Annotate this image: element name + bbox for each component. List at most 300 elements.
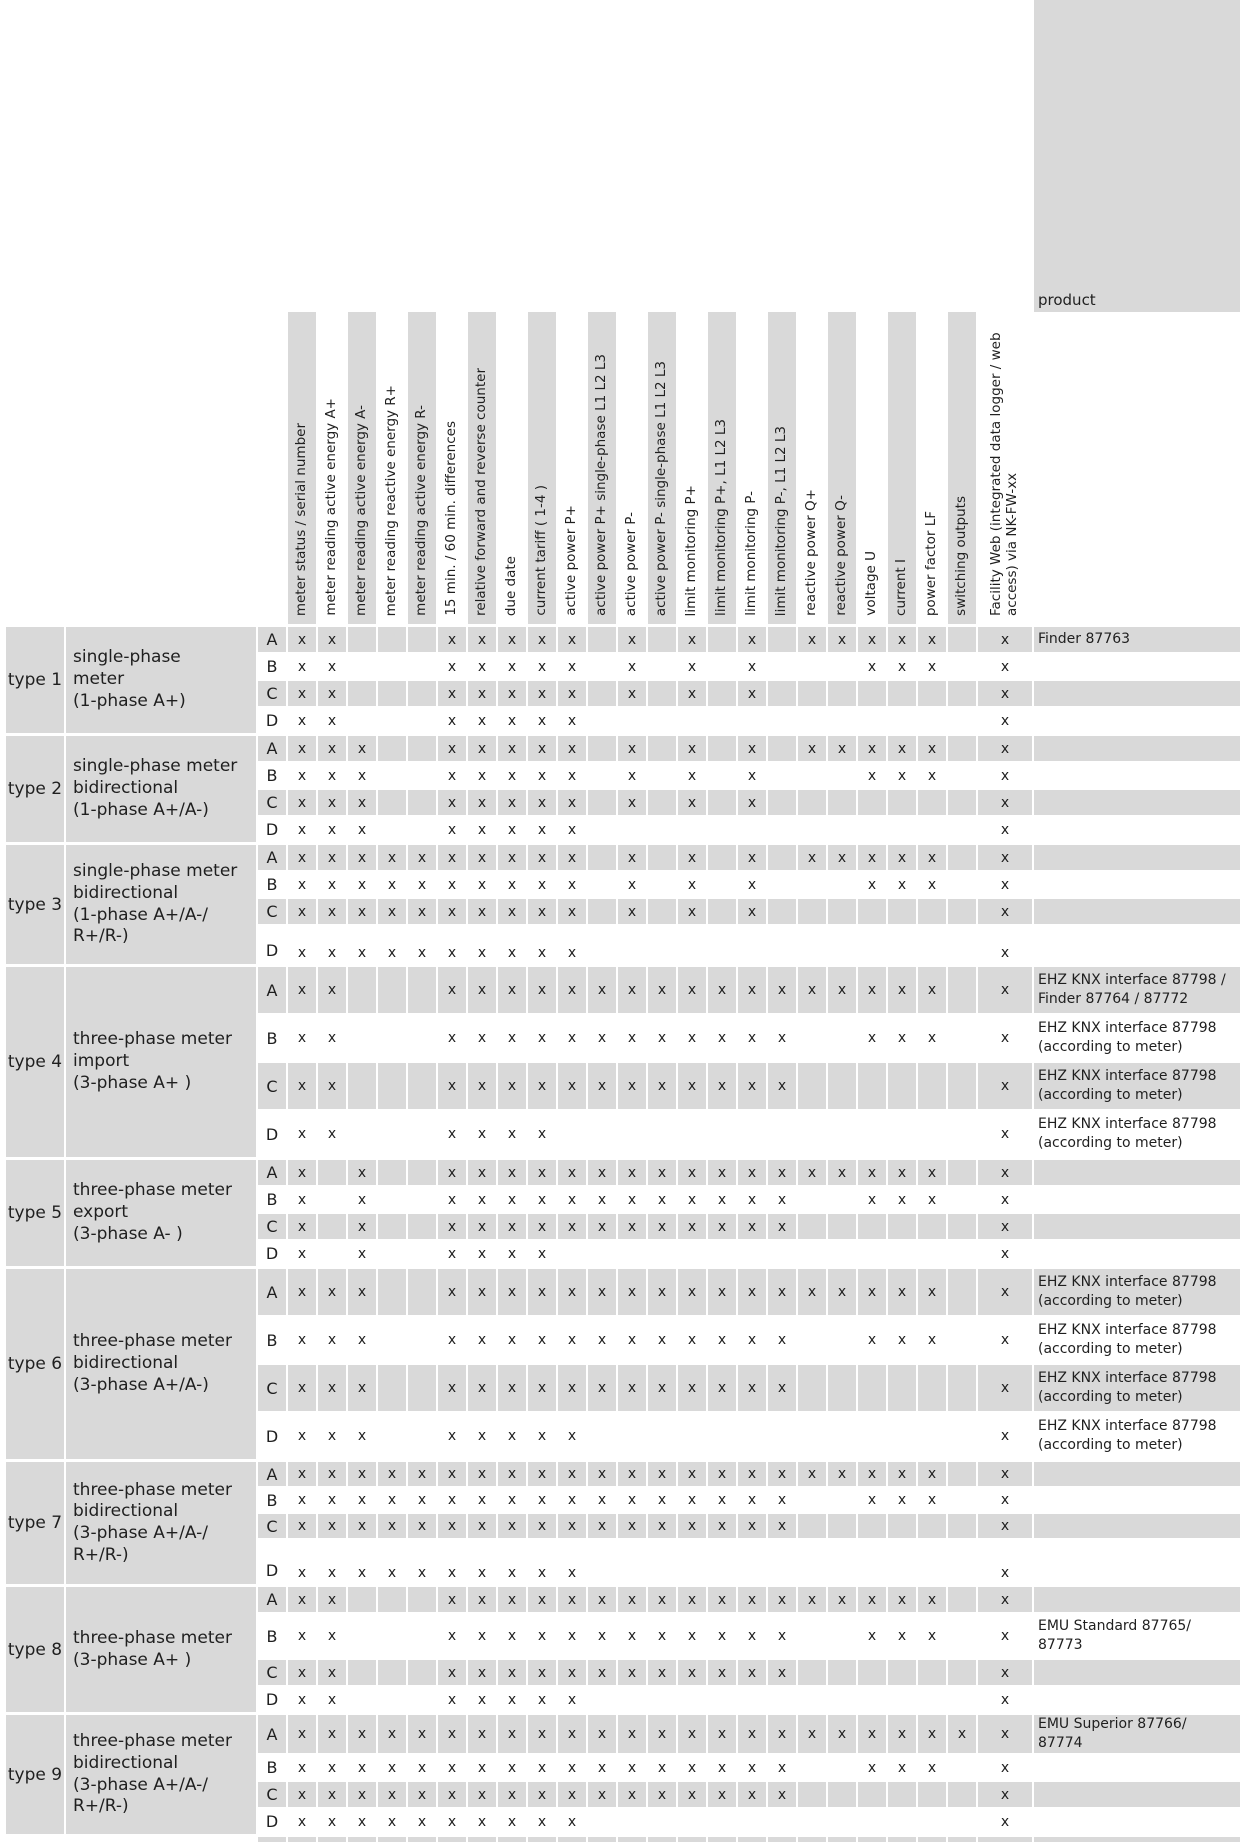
feature-mark-cell — [468, 1715, 496, 1753]
type-description — [66, 1269, 256, 1459]
feature-mark-cell — [558, 736, 586, 761]
feature-mark-cell — [588, 1514, 616, 1538]
feature-mark-cell — [828, 1755, 856, 1780]
feature-mark: x — [297, 1492, 307, 1508]
product-cell — [1034, 1715, 1240, 1753]
feature-mark-cell — [768, 1782, 796, 1807]
feature-mark: x — [927, 1332, 937, 1348]
feature-mark: x — [717, 1164, 727, 1181]
feature-mark-cell — [918, 1687, 946, 1712]
feature-mark: x — [837, 1284, 847, 1300]
feature-mark: x — [567, 1664, 577, 1681]
feature-mark-cell — [828, 1488, 856, 1512]
product-cell — [1034, 817, 1240, 842]
feature-mark-cell — [768, 763, 796, 788]
feature-mark: x — [747, 740, 757, 757]
feature-mark: x — [477, 740, 487, 757]
feature-mark: x — [477, 1030, 487, 1046]
feature-mark: x — [537, 1218, 547, 1235]
feature-mark-cell — [828, 1317, 856, 1363]
feature-mark: x — [537, 1332, 547, 1348]
feature-mark-cell — [858, 763, 886, 788]
feature-mark-cell — [918, 1413, 946, 1459]
feature-mark: x — [687, 1786, 697, 1803]
feature-mark: x — [327, 1078, 337, 1094]
feature-mark-cell — [798, 1614, 826, 1658]
cutoff-cell — [798, 1837, 826, 1842]
feature-mark-cell — [558, 654, 586, 679]
product-cell — [1034, 1111, 1240, 1157]
column-header-label: current I — [893, 559, 910, 616]
feature-mark: x — [687, 1591, 697, 1608]
feature-mark-cell — [948, 790, 976, 815]
type-label: type 1 — [6, 627, 64, 733]
feature-mark: x — [807, 740, 817, 757]
feature-mark: x — [327, 1565, 337, 1581]
feature-mark-cell — [828, 817, 856, 842]
feature-mark-cell — [708, 1241, 736, 1266]
feature-mark-cell — [678, 1015, 706, 1061]
feature-mark-cell — [408, 845, 436, 870]
feature-mark: x — [1000, 1518, 1010, 1534]
feature-mark-cell — [678, 681, 706, 706]
type-description — [66, 967, 256, 1157]
cutoff-cell — [378, 1837, 406, 1842]
feature-mark-cell — [348, 708, 376, 733]
feature-mark-cell — [948, 1587, 976, 1612]
feature-mark-cell — [468, 1614, 496, 1658]
feature-mark-cell — [288, 926, 316, 964]
feature-mark-cell — [378, 654, 406, 679]
feature-mark-cell — [648, 1687, 676, 1712]
feature-mark-cell — [318, 1660, 346, 1685]
feature-mark-cell — [348, 845, 376, 870]
feature-mark: x — [567, 712, 577, 729]
feature-mark: x — [1000, 685, 1010, 702]
feature-mark: x — [867, 1726, 877, 1742]
feature-mark: x — [627, 903, 637, 920]
feature-mark-cell — [348, 654, 376, 679]
feature-mark-cell — [738, 845, 766, 870]
feature-mark: x — [567, 1218, 577, 1235]
feature-mark: x — [687, 1466, 697, 1482]
feature-mark-cell — [978, 790, 1032, 815]
feature-mark-cell — [798, 1514, 826, 1538]
feature-mark: x — [297, 1786, 307, 1803]
feature-mark: x — [627, 767, 637, 784]
product-cell — [1034, 1587, 1240, 1612]
feature-mark: x — [477, 1591, 487, 1608]
feature-mark: x — [1000, 849, 1010, 866]
feature-mark-cell — [468, 1269, 496, 1315]
feature-mark-cell — [648, 1241, 676, 1266]
feature-mark: x — [657, 1786, 667, 1803]
feature-mark-cell — [678, 790, 706, 815]
feature-mark: x — [837, 1164, 847, 1181]
feature-mark-cell — [468, 1317, 496, 1363]
feature-mark: x — [717, 1628, 727, 1644]
feature-mark-cell — [768, 1514, 796, 1538]
feature-mark-cell — [858, 1317, 886, 1363]
feature-mark-cell — [498, 790, 526, 815]
feature-mark-cell — [348, 1488, 376, 1512]
feature-mark: x — [927, 1726, 937, 1742]
feature-mark-cell — [588, 1488, 616, 1512]
feature-mark: x — [687, 1191, 697, 1208]
feature-mark: x — [447, 685, 457, 702]
feature-mark-cell — [708, 681, 736, 706]
feature-mark-cell — [468, 845, 496, 870]
feature-mark-cell — [708, 1462, 736, 1486]
feature-mark-cell — [918, 790, 946, 815]
feature-mark: x — [1000, 1628, 1010, 1644]
feature-mark: x — [507, 1786, 517, 1803]
feature-mark: x — [327, 849, 337, 866]
feature-mark-cell — [318, 926, 346, 964]
feature-mark-cell — [978, 708, 1032, 733]
feature-mark-cell — [588, 1587, 616, 1612]
feature-mark-cell — [408, 967, 436, 1013]
feature-mark-cell — [858, 926, 886, 964]
feature-mark: x — [507, 1218, 517, 1235]
feature-mark: x — [657, 1628, 667, 1644]
feature-mark-cell — [348, 736, 376, 761]
feature-mark: x — [1000, 631, 1010, 648]
feature-mark-cell — [948, 763, 976, 788]
feature-mark: x — [777, 1786, 787, 1803]
feature-mark-cell — [828, 1365, 856, 1411]
feature-mark-cell — [678, 1687, 706, 1712]
cutoff-cell — [588, 1837, 616, 1842]
feature-mark-cell — [888, 1755, 916, 1780]
variant-letter: C — [258, 1782, 286, 1807]
feature-mark: x — [327, 821, 337, 838]
feature-mark-cell — [468, 1809, 496, 1834]
feature-mark-cell — [558, 1660, 586, 1685]
feature-mark: x — [477, 1813, 487, 1830]
feature-mark-cell — [678, 1540, 706, 1584]
feature-mark-cell — [708, 1614, 736, 1658]
feature-mark: x — [327, 1664, 337, 1681]
feature-mark-cell — [408, 708, 436, 733]
feature-mark-cell — [798, 1587, 826, 1612]
feature-mark: x — [537, 1691, 547, 1708]
feature-mark: x — [777, 1466, 787, 1482]
feature-mark: x — [327, 631, 337, 648]
feature-mark: x — [1000, 1191, 1010, 1208]
feature-mark-cell — [888, 790, 916, 815]
feature-mark-cell — [348, 1687, 376, 1712]
feature-mark: x — [537, 903, 547, 920]
feature-mark-cell — [738, 736, 766, 761]
feature-mark-cell — [888, 1540, 916, 1584]
feature-mark-cell — [618, 1514, 646, 1538]
feature-mark-cell — [588, 1365, 616, 1411]
feature-mark: x — [357, 1518, 367, 1534]
feature-mark-cell — [888, 763, 916, 788]
feature-mark: x — [1000, 1428, 1010, 1444]
feature-mark: x — [597, 1078, 607, 1094]
feature-mark: x — [687, 1218, 697, 1235]
cutoff-cell — [288, 1837, 316, 1842]
feature-mark-cell — [798, 1187, 826, 1212]
column-header — [528, 312, 556, 624]
feature-mark-cell — [468, 1413, 496, 1459]
product-name: EHZ KNX interface 87798 (according to meter) — [1038, 1370, 1217, 1405]
feature-mark: x — [687, 1492, 697, 1508]
feature-mark-cell — [738, 1614, 766, 1658]
type-label: type 6 — [6, 1269, 64, 1459]
feature-mark-cell — [408, 1715, 436, 1753]
feature-mark: x — [327, 1030, 337, 1046]
feature-mark-cell — [588, 1187, 616, 1212]
feature-mark: x — [717, 1332, 727, 1348]
feature-mark-cell — [468, 967, 496, 1013]
feature-mark: x — [297, 821, 307, 838]
feature-mark-cell — [918, 845, 946, 870]
feature-mark-cell — [498, 872, 526, 897]
variant-letter: D — [265, 820, 279, 839]
column-header — [828, 312, 856, 624]
feature-mark-cell — [378, 926, 406, 964]
feature-mark: x — [747, 903, 757, 920]
feature-mark-cell — [888, 1614, 916, 1658]
feature-mark: x — [447, 1786, 457, 1803]
type-description — [66, 1160, 256, 1266]
feature-mark: x — [477, 712, 487, 729]
feature-mark-cell — [738, 1687, 766, 1712]
feature-mark: x — [927, 1030, 937, 1046]
feature-mark: x — [297, 1245, 307, 1262]
feature-mark-cell — [918, 1755, 946, 1780]
feature-mark-cell — [618, 967, 646, 1013]
feature-mark-cell — [978, 1614, 1032, 1658]
feature-mark-cell — [858, 1488, 886, 1512]
feature-mark: x — [627, 1164, 637, 1181]
feature-mark: x — [507, 1591, 517, 1608]
feature-mark-cell — [468, 627, 496, 652]
product-cell — [1034, 845, 1240, 870]
product-name: EHZ KNX interface 87798 / Finder 87764 / 87772 — [1038, 972, 1226, 1007]
feature-mark: x — [507, 1628, 517, 1644]
cutoff-cell — [768, 1837, 796, 1842]
feature-mark: x — [837, 740, 847, 757]
feature-mark: x — [417, 1813, 427, 1830]
feature-mark-cell — [408, 790, 436, 815]
feature-mark-cell — [588, 1111, 616, 1157]
feature-mark: x — [897, 1030, 907, 1046]
feature-mark: x — [447, 740, 457, 757]
feature-mark-cell — [558, 1063, 586, 1109]
feature-mark-cell — [318, 654, 346, 679]
feature-mark-cell — [738, 1214, 766, 1239]
feature-mark-cell — [888, 817, 916, 842]
feature-mark-cell — [468, 1755, 496, 1780]
feature-mark-cell — [798, 1488, 826, 1512]
variant-letter: B — [266, 1190, 278, 1209]
feature-mark: x — [1000, 1466, 1010, 1482]
feature-mark: x — [327, 1518, 337, 1534]
feature-mark-cell — [828, 736, 856, 761]
product-name: EHZ KNX interface 87798 (according to meter) — [1038, 1322, 1217, 1357]
feature-mark-cell — [618, 1111, 646, 1157]
feature-mark: x — [897, 767, 907, 784]
feature-mark: x — [417, 1759, 427, 1776]
feature-mark-cell — [348, 899, 376, 924]
feature-mark-cell — [648, 790, 676, 815]
feature-mark-cell — [528, 681, 556, 706]
variant-letter: B — [266, 1330, 278, 1350]
feature-mark-cell — [318, 1160, 346, 1185]
column-header-label: meter reading active energy A+ — [323, 398, 340, 616]
feature-mark: x — [507, 1565, 517, 1581]
feature-mark: x — [897, 1332, 907, 1348]
feature-mark-cell — [888, 899, 916, 924]
feature-mark: x — [747, 1218, 757, 1235]
feature-mark-cell — [678, 1809, 706, 1834]
feature-mark: x — [777, 1492, 787, 1508]
feature-mark: x — [717, 1218, 727, 1235]
feature-mark-cell — [678, 1317, 706, 1363]
feature-mark-cell — [468, 1488, 496, 1512]
feature-mark-cell — [948, 1241, 976, 1266]
feature-mark: x — [747, 1466, 757, 1482]
feature-mark-cell — [648, 627, 676, 652]
feature-mark: x — [627, 1518, 637, 1534]
feature-mark: x — [537, 945, 547, 961]
feature-mark: x — [927, 1628, 937, 1644]
feature-mark: x — [1000, 1492, 1010, 1508]
type-description-line: (3-phase A+/A-/ — [73, 1523, 209, 1543]
product-cell — [1034, 1187, 1240, 1212]
feature-mark-cell — [558, 763, 586, 788]
feature-mark-cell — [678, 1269, 706, 1315]
feature-mark-cell — [738, 1660, 766, 1685]
feature-mark-cell — [408, 1160, 436, 1185]
feature-mark-cell — [648, 1488, 676, 1512]
feature-mark: x — [627, 1466, 637, 1482]
feature-mark-cell — [918, 681, 946, 706]
feature-mark-cell — [618, 1614, 646, 1658]
feature-mark-cell — [558, 1462, 586, 1486]
feature-mark-cell — [738, 627, 766, 652]
variant-letter: B — [266, 1028, 278, 1048]
feature-mark: x — [747, 876, 757, 893]
feature-mark: x — [477, 1518, 487, 1534]
feature-mark: x — [357, 1492, 367, 1508]
feature-mark: x — [387, 1565, 397, 1581]
feature-mark-cell — [648, 1462, 676, 1486]
feature-mark: x — [657, 982, 667, 998]
feature-mark-cell — [408, 899, 436, 924]
feature-mark: x — [447, 1565, 457, 1581]
feature-mark-cell — [318, 708, 346, 733]
type-description-line: (3-phase A- ) — [73, 1223, 183, 1244]
feature-mark-cell — [318, 1317, 346, 1363]
feature-mark-cell — [498, 845, 526, 870]
feature-mark-cell — [378, 790, 406, 815]
feature-mark-cell — [828, 1214, 856, 1239]
feature-mark: x — [567, 794, 577, 811]
column-header-label: meter reading active energy A- — [353, 405, 370, 616]
column-header-label: due date — [503, 555, 520, 616]
feature-mark: x — [657, 1164, 667, 1181]
feature-mark-cell — [498, 1809, 526, 1834]
feature-mark-cell — [348, 1214, 376, 1239]
feature-mark: x — [447, 1332, 457, 1348]
product-cell — [1034, 654, 1240, 679]
feature-mark: x — [447, 1284, 457, 1300]
column-header — [738, 312, 766, 624]
feature-mark-cell — [708, 763, 736, 788]
feature-mark-cell — [348, 1514, 376, 1538]
feature-mark-cell — [798, 817, 826, 842]
feature-mark-cell — [498, 1462, 526, 1486]
feature-mark-cell — [408, 1187, 436, 1212]
feature-mark-cell — [708, 1317, 736, 1363]
product-cell — [1034, 1488, 1240, 1512]
feature-mark: x — [297, 631, 307, 648]
cutoff-cell — [468, 1837, 496, 1842]
feature-mark-cell — [378, 1587, 406, 1612]
feature-mark-cell — [978, 1160, 1032, 1185]
feature-mark: x — [537, 1164, 547, 1181]
feature-mark-cell — [948, 1809, 976, 1834]
feature-mark: x — [327, 1759, 337, 1776]
feature-mark: x — [597, 1380, 607, 1396]
feature-mark-cell — [678, 1614, 706, 1658]
feature-mark: x — [297, 712, 307, 729]
feature-mark: x — [387, 876, 397, 893]
feature-mark-cell — [528, 763, 556, 788]
feature-mark: x — [597, 1164, 607, 1181]
feature-mark-cell — [378, 736, 406, 761]
feature-mark: x — [327, 1813, 337, 1830]
feature-mark-cell — [798, 872, 826, 897]
feature-mark-cell — [648, 1269, 676, 1315]
feature-mark: x — [627, 1664, 637, 1681]
feature-mark-cell — [618, 1782, 646, 1807]
column-header-label: relative forward and reverse counter — [473, 368, 490, 616]
feature-mark-cell — [588, 1540, 616, 1584]
feature-mark: x — [567, 685, 577, 702]
feature-mark-cell — [978, 1111, 1032, 1157]
feature-mark-cell — [948, 1365, 976, 1411]
feature-mark-cell — [378, 845, 406, 870]
feature-mark-cell — [438, 1755, 466, 1780]
feature-mark-cell — [438, 1514, 466, 1538]
feature-mark-cell — [468, 1365, 496, 1411]
feature-mark: x — [327, 1492, 337, 1508]
feature-mark-cell — [288, 681, 316, 706]
feature-mark: x — [867, 1332, 877, 1348]
feature-mark-cell — [288, 1214, 316, 1239]
column-header-label: meter reading active energy R- — [413, 405, 430, 616]
column-header — [768, 312, 796, 624]
feature-mark: x — [387, 849, 397, 866]
feature-mark: x — [747, 982, 757, 998]
feature-mark: x — [777, 1030, 787, 1046]
feature-mark-cell — [858, 1782, 886, 1807]
feature-mark-cell — [378, 681, 406, 706]
feature-mark-cell — [708, 1715, 736, 1753]
feature-mark-cell — [618, 1269, 646, 1315]
type-label: type 3 — [6, 845, 64, 964]
feature-mark-cell — [318, 763, 346, 788]
feature-mark-cell — [468, 790, 496, 815]
feature-mark: x — [1000, 1030, 1010, 1046]
feature-mark: x — [447, 1466, 457, 1482]
